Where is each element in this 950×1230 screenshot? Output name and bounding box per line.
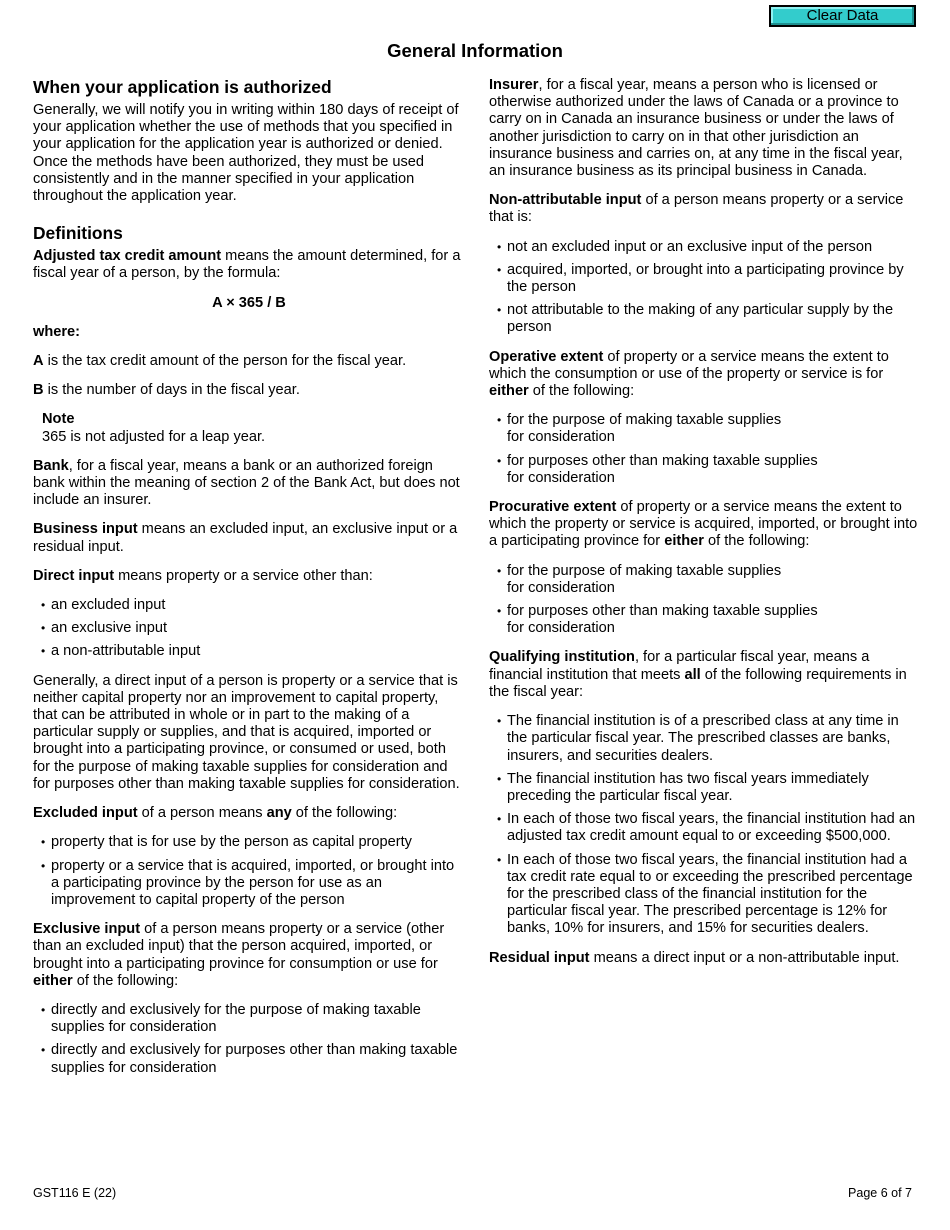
page-number: Page 6 of 7 (848, 1186, 912, 1200)
note-title: Note (42, 411, 75, 428)
def-bank: Bank, for a fiscal year, means a bank or an authorized foreign bank within the meaning of section 2 of the Bank Act, but does not include an insurer. (33, 457, 460, 509)
list-item: • acquired, imported, or brought into a participating province by the person (489, 262, 921, 296)
def-direct-input: Direct input means property or a service other than: (33, 567, 373, 584)
exclusive-input-list (33, 1002, 465, 1077)
def-b: B is the number of days in the fiscal year. (33, 382, 300, 399)
non-attributable-list (489, 239, 921, 337)
def-adjusted-tax-credit: Adjusted tax credit amount means the amount determined, for a fiscal year of a person, by the formula: (33, 248, 461, 282)
definitions-heading: Definitions (33, 223, 123, 244)
authorized-paragraph: Generally, we will notify you in writing within 180 days of receipt of your application whether the use of methods that you specified in your application for the application year is authorized or denied. Once the methods have been authorized, they must be used consistently and in the manner specified in your application throughout the application year. (33, 102, 459, 205)
list-item: • not attributable to the making of any particular supply by the person (489, 302, 921, 336)
def-business-input: Business input means an excluded input, an exclusive input or a residual input. (33, 521, 458, 555)
right-column (489, 77, 921, 979)
def-excluded-input: Excluded input of a person means any of the following: (33, 805, 398, 822)
formula: A × 365 / B (212, 294, 286, 311)
qualifying-list (489, 713, 921, 937)
def-a: A is the tax credit amount of the person for the fiscal year. (33, 353, 407, 370)
def-operative-extent: Operative extent of property or a service means the extent to which the consumption or use of the property or service is for either of the following: (489, 348, 889, 400)
excluded-input-list (33, 834, 465, 909)
note (42, 411, 465, 445)
list-item: • an excluded input (33, 597, 465, 614)
procurative-extent-list (489, 563, 921, 638)
list-item: • an exclusive input (33, 620, 465, 637)
list-item: • directly and exclusively for the purpose of making taxable supplies for consideration (33, 1002, 465, 1036)
list-item: • for purposes other than making taxable supplies for consideration (489, 603, 921, 637)
list-item: • not an excluded input or an exclusive input of the person (489, 239, 921, 256)
direct-input-list (33, 597, 465, 661)
list-item: • The financial institution is of a prescribed class at any time in the particular fiscal year. The prescribed classes are banks, insurers, and securities dealers. (489, 713, 921, 765)
def-exclusive-input: Exclusive input of a person means property or a service (other than an excluded input) that the person acquired, imported, or brought into a participating province for consumption or use for either of the following: (33, 921, 445, 989)
list-item: • property that is for use by the person as capital property (33, 834, 465, 851)
list-item: • In each of those two fiscal years, the financial institution had a tax credit rate equal to or exceeding the prescribed percentage for the prescribed class of the financial institution for the particular fiscal year. The prescribed percentage is 12% for banks, 10% for insurers, and 15% for securities dealers. (489, 852, 921, 938)
def-residual-input: Residual input means a direct input or a non-attributable input. (489, 949, 900, 966)
list-item: • directly and exclusively for purposes other than making taxable supplies for consideration (33, 1042, 465, 1076)
direct-input-explanation: Generally, a direct input of a person is property or a service that is neither capital property nor an improvement to capital property, that can be attributed in whole or in part to the making of a particular supply or supplies, and that is acquired, imported or brought into a participating province, or consumed or used, both for the purpose of making taxable supplies for consideration and for purposes other than making taxable supplies for consideration. (33, 672, 460, 792)
form-identifier: GST116 E (22) (33, 1186, 117, 1200)
note-text: 365 is not adjusted for a leap year. (42, 428, 266, 445)
def-qualifying-institution: Qualifying institution, for a particular fiscal year, means a financial institution that meets all of the following requirements in the fiscal year: (489, 649, 907, 700)
def-insurer: Insurer, for a fiscal year, means a person who is licensed or otherwise authorized under the laws of Canada or a province to carry on in Canada an insurance business or under the laws of another jurisdiction to carry on in that other jurisdiction an insurance business and carries on, at any time in the fiscal year, an insurance business as its principal business in Canada. (489, 77, 903, 180)
where-label: where: (33, 323, 81, 340)
authorized-heading: When your application is authorized (33, 77, 332, 97)
def-procurative-extent: Procurative extent of property or a service means the extent to which the property or service is acquired, imported, or brought into a participating province for either of the following: (489, 499, 918, 550)
page-title: General Information (387, 40, 563, 61)
list-item: • In each of those two fiscal years, the financial institution had an adjusted tax credit amount equal to or exceeding $500,000. (489, 811, 921, 845)
left-column (33, 77, 465, 1089)
list-item: • for the purpose of making taxable supplies for consideration (489, 563, 921, 597)
operative-extent-list (489, 412, 921, 487)
list-item: • a non-attributable input (33, 643, 465, 660)
list-item: • property or a service that is acquired, imported, or brought into a participating province by the person for use as an improvement to capital property of the person (33, 858, 465, 910)
list-item: • The financial institution has two fiscal years immediately preceding the particular fiscal year. (489, 771, 921, 805)
list-item: • for purposes other than making taxable supplies for consideration (489, 453, 921, 487)
clear-data-button[interactable]: Clear Data (769, 5, 916, 27)
def-non-attributable-input: Non-attributable input of a person means property or a service that is: (489, 192, 904, 226)
list-item: • for the purpose of making taxable supplies for consideration (489, 412, 921, 446)
